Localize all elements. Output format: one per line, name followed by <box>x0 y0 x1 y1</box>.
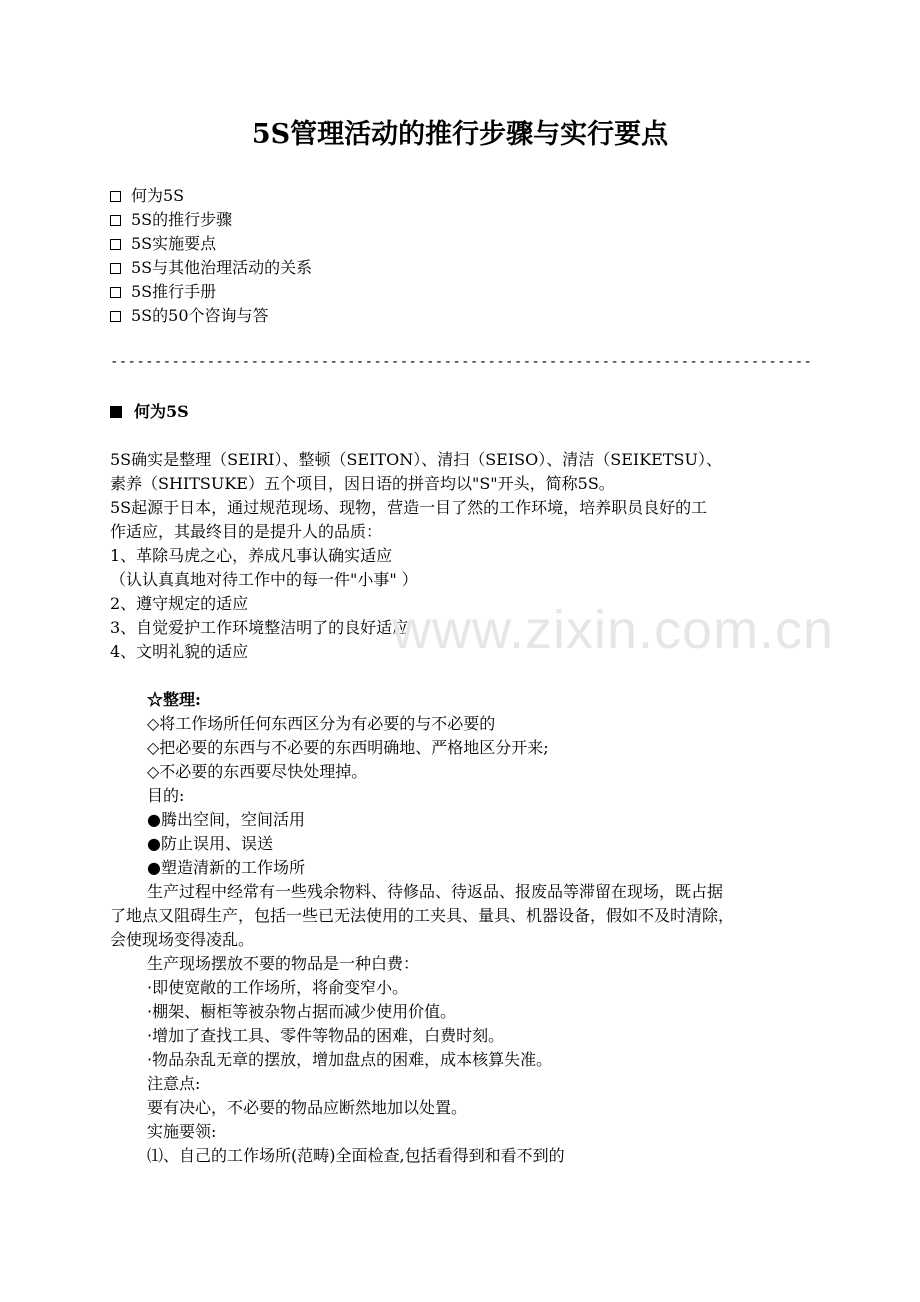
checkbox-icon <box>110 215 121 226</box>
intro-line: 1、革除马虎之心，养成凡事认确实适应 <box>110 546 393 565</box>
checkbox-icon <box>110 191 121 202</box>
method-item: ⑴、自己的工作场所(范畴)全面检查,包括看得到和看不到的 <box>147 1146 565 1165</box>
purpose-item: ●塑造清新的工作场所 <box>147 858 305 877</box>
waste-intro: 生产现场摆放不要的物品是一种白费： <box>147 954 420 973</box>
intro-line: 素养（SHITSUKE）五个项目，因日语的拼音均以"S"开头，简称5S。 <box>110 474 615 493</box>
purpose-label: 目的: <box>147 786 185 805</box>
notes-text: 要有决心，不必要的物品应断然地加以处置。 <box>147 1098 468 1117</box>
checkbox-icon <box>110 287 121 298</box>
intro-line: 3、自觉爱护工作环境整洁明了的良好适应 <box>110 618 409 637</box>
method-label: 实施要领: <box>147 1122 217 1141</box>
notes-label: 注意点: <box>147 1074 201 1093</box>
intro-line: 5S确实是整理（SEIRI）、整顿（SEITON）、清扫（SEISO）、清洁（SEIKETSU）、 <box>110 450 722 469</box>
purpose-item: ●防止误用、误送 <box>147 834 273 853</box>
seiri-point: ◇把必要的东西与不必要的东西明确地、严格地区分开来; <box>147 738 549 757</box>
intro-line: 4、文明礼貌的适应 <box>110 642 249 661</box>
page-title: 5S管理活动的推行步骤与实行要点 <box>251 119 669 150</box>
checkbox-icon <box>110 239 121 250</box>
toc-item: 何为5S <box>110 184 184 208</box>
toc-item: 5S的推行步骤 <box>110 208 232 232</box>
seiri-point: ◇不必要的东西要尽快处理掉。 <box>147 762 368 781</box>
waste-item: ·棚架、橱柜等被杂物占据而减少使用价值。 <box>147 1002 457 1021</box>
black-square-icon <box>110 406 122 418</box>
checkbox-icon <box>110 263 121 274</box>
waste-item: ·增加了查找工具、零件等物品的困难，白费时刻。 <box>147 1026 505 1045</box>
paragraph-line: 生产过程中经常有一些残余物料、待修品、待返品、报废品等滞留在现场，既占据 <box>147 882 724 901</box>
purpose-item: ●腾出空间，空间活用 <box>147 810 305 829</box>
paragraph-line: 会使现场变得凌乱。 <box>110 930 255 949</box>
waste-item: ·物品杂乱无章的摆放，增加盘点的困难，成本核算失准。 <box>147 1050 553 1069</box>
intro-line: 作适应，其最终目的是提升人的品质： <box>110 522 383 541</box>
toc-item: 5S推行手册 <box>110 280 216 304</box>
checkbox-icon <box>110 311 121 322</box>
seiri-heading: ☆整理: <box>147 690 201 709</box>
intro-line: 5S起源于日本，通过规范现场、现物，营造一目了然的工作环境，培养职员良好的工 <box>110 498 708 517</box>
waste-item: ·即使宽敞的工作场所，将俞变窄小。 <box>147 978 409 997</box>
watermark-text: www.zixin.com.cn <box>392 600 835 660</box>
toc-item: 5S实施要点 <box>110 232 216 256</box>
section-heading: 何为5S <box>110 400 189 424</box>
intro-line: 2、遵守规定的适应 <box>110 594 249 613</box>
intro-line: （认认真真地对待工作中的每一件"小事" ） <box>110 570 418 589</box>
toc-item: 5S的50个咨询与答 <box>110 304 269 328</box>
toc-item: 5S与其他治理活动的关系 <box>110 256 312 280</box>
divider-line: -------------------------------------------------------------------------------- <box>110 354 813 370</box>
paragraph-line: 了地点又阻碍生产，包括一些已无法使用的工夹具、量具、机器设备，假如不及时清除， <box>110 906 735 925</box>
seiri-point: ◇将工作场所任何东西区分为有必要的与不必要的 <box>147 714 496 733</box>
